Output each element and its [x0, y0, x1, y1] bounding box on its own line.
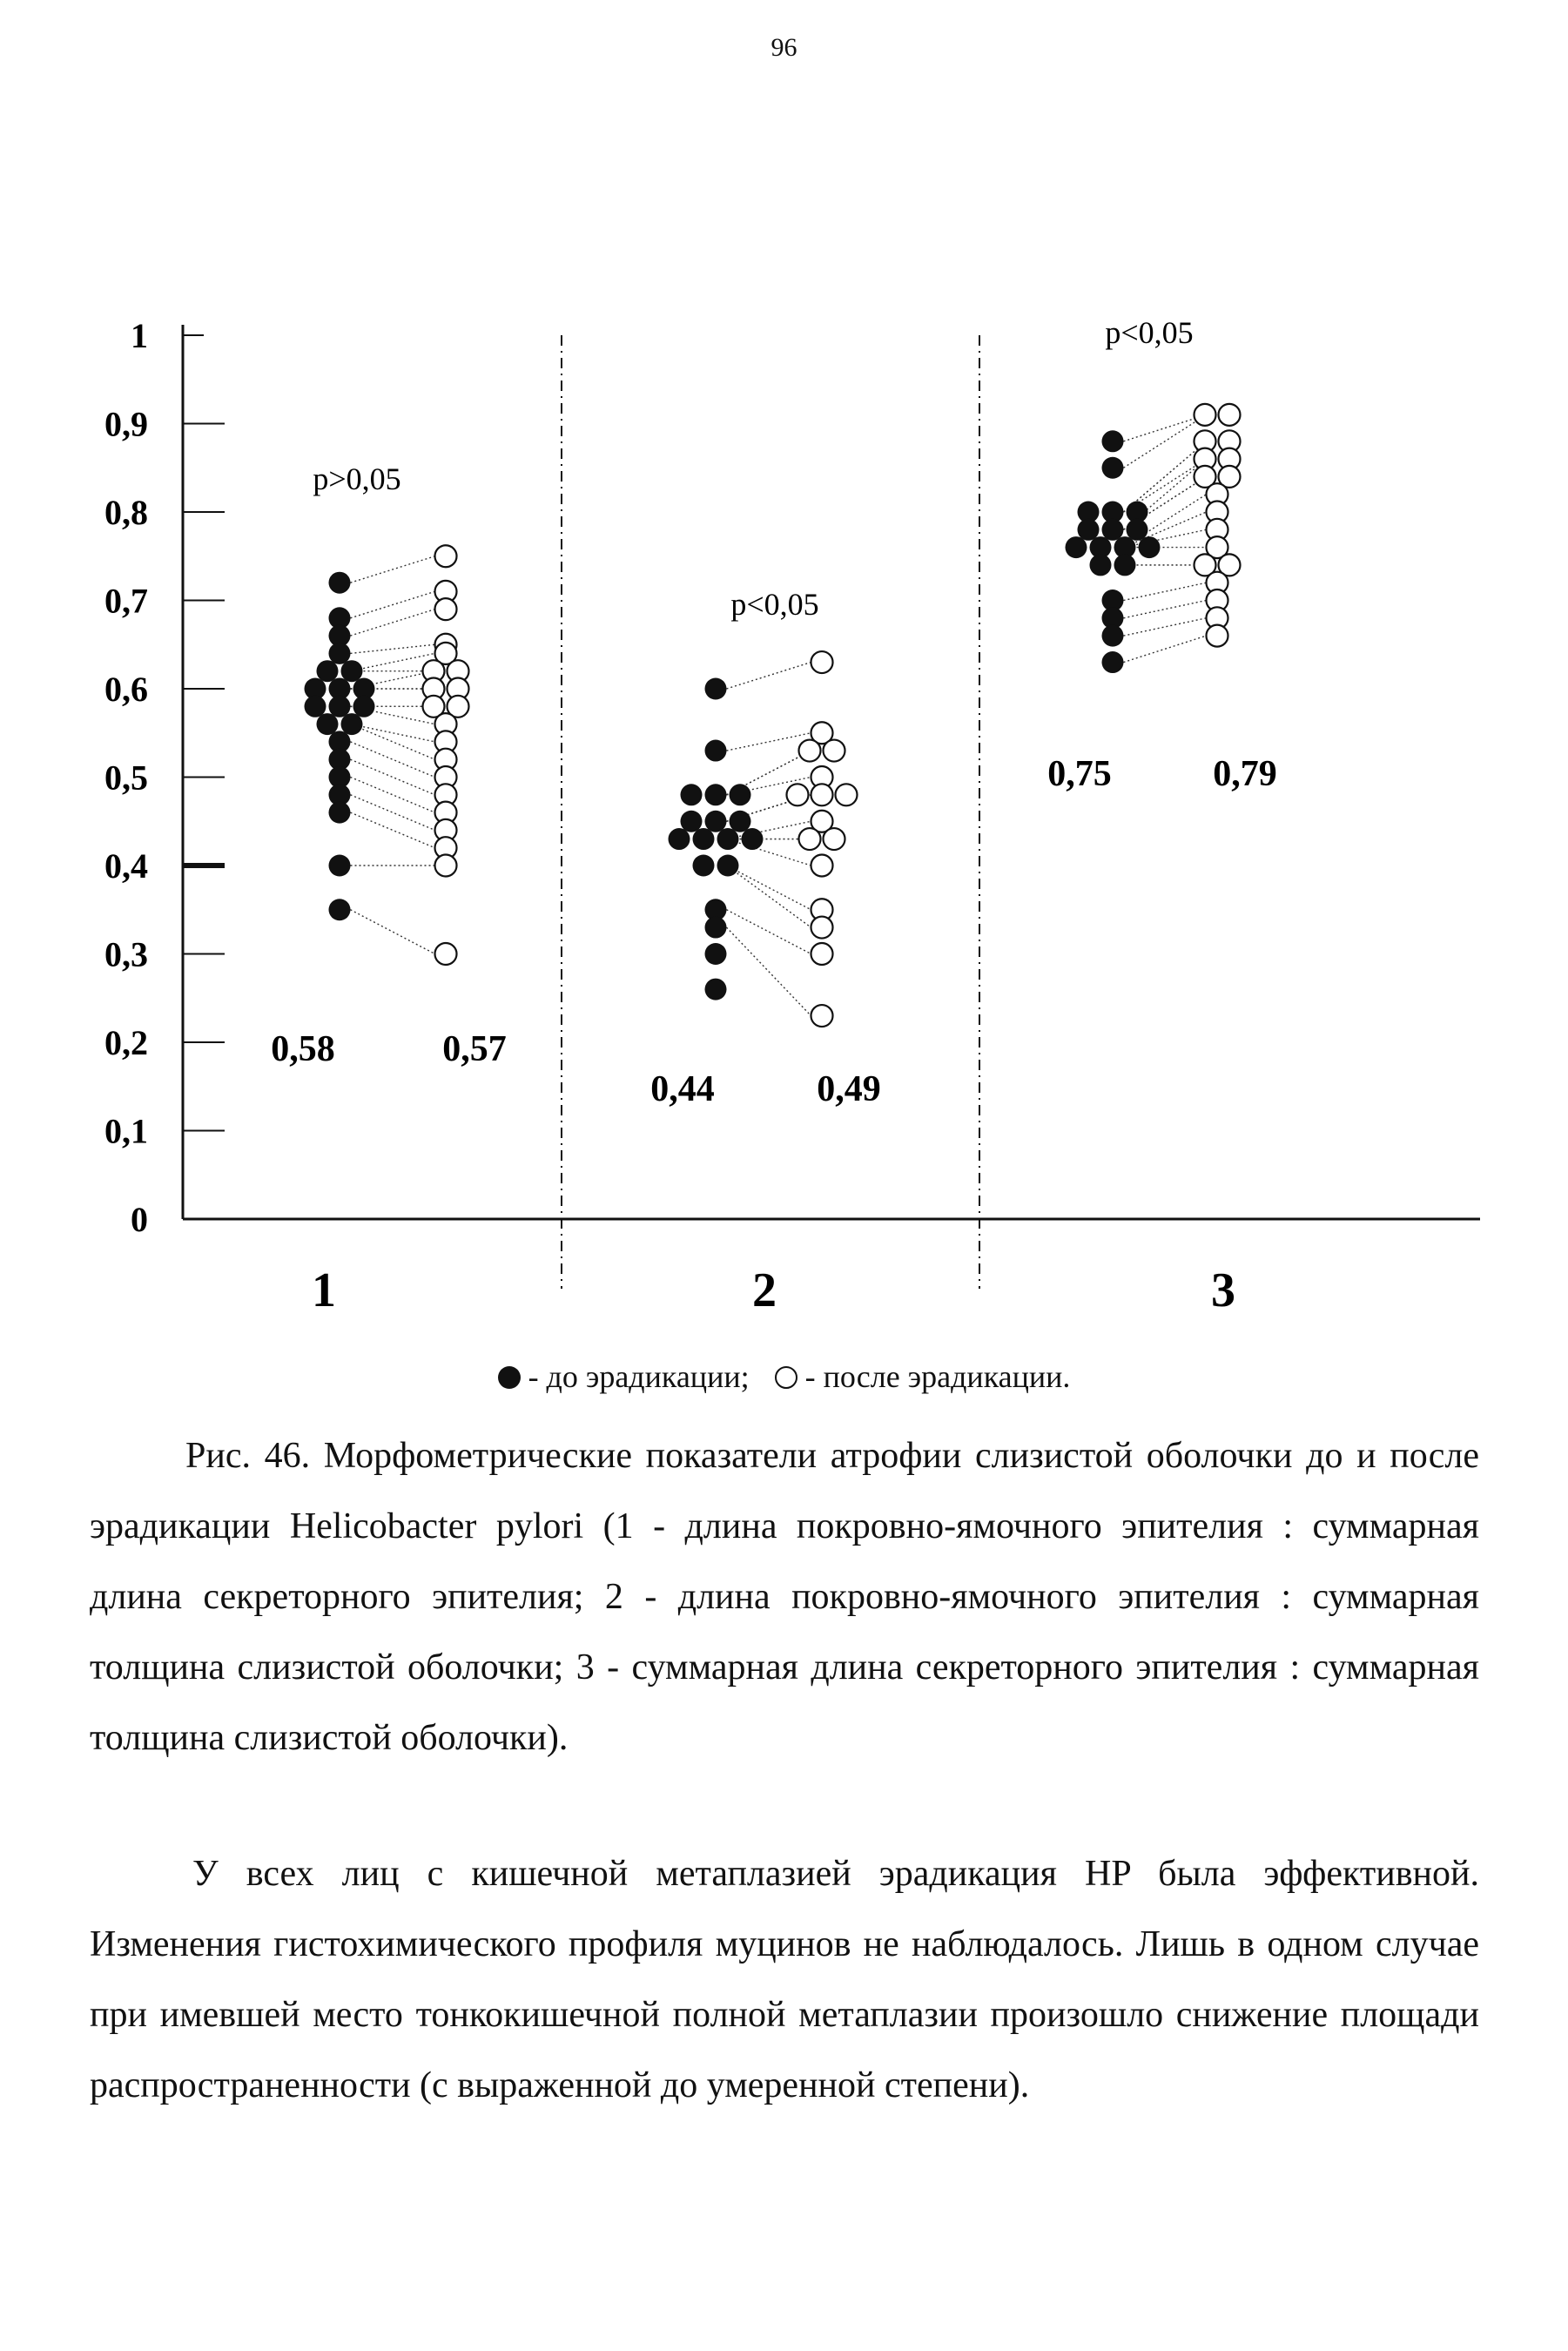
point-before [705, 740, 727, 762]
point-after [811, 651, 833, 673]
point-after [1195, 404, 1216, 426]
paired-link [1124, 618, 1207, 636]
y-tick-label: 1 [131, 316, 148, 355]
point-after [799, 828, 821, 850]
paired-link [1124, 636, 1207, 662]
point-before [329, 696, 351, 717]
point-after [435, 943, 457, 965]
point-before [317, 713, 339, 735]
point-before [305, 696, 326, 717]
chart-labels [271, 315, 1277, 1317]
paired-link [727, 927, 811, 1016]
point-before [1139, 536, 1161, 558]
point-before [329, 855, 351, 877]
point-before [1102, 625, 1124, 647]
point-after [824, 828, 845, 850]
point-before [669, 828, 690, 850]
mean-before-label: 0,44 [650, 1069, 715, 1109]
group-separators [562, 335, 979, 1289]
category-label: 1 [312, 1263, 336, 1317]
point-before [705, 784, 727, 805]
y-tick-label: 0,4 [104, 846, 148, 886]
y-tick-label: 0,1 [104, 1111, 148, 1151]
point-before [717, 855, 739, 877]
point-before [693, 828, 715, 850]
point-before [681, 811, 703, 832]
paired-link [727, 866, 811, 927]
point-after [435, 855, 457, 877]
point-after [435, 598, 457, 620]
paragraph-text: У всех лиц с кишечной метаплазией эрадикация HP была эффективной. Изменения гистохимического профиля муцинов не наблюдалось. Лишь в одном случае при имевшей место тонкокишечной полной метаплазии произошло снижение площади распространенности (с выраженной до умеренной степени). [90, 1854, 1479, 2105]
paired-link [727, 663, 811, 689]
page-number: 96 [771, 33, 797, 62]
point-before [353, 696, 375, 717]
paired-link [351, 644, 435, 653]
paired-links [351, 414, 1207, 1015]
point-before [341, 713, 363, 735]
category-label: 3 [1211, 1263, 1235, 1317]
mean-after-label: 0,57 [442, 1029, 507, 1069]
point-before [705, 678, 727, 700]
paired-link [727, 839, 811, 866]
point-before [681, 784, 703, 805]
paired-link [351, 591, 435, 617]
point-after [435, 545, 457, 567]
p-value-label: p>0,05 [313, 461, 401, 496]
point-after [811, 855, 833, 877]
point-before [1102, 519, 1124, 541]
point-after [787, 784, 809, 805]
point-after [836, 784, 858, 805]
paired-link [351, 812, 435, 848]
point-before [1102, 651, 1124, 673]
point-after [811, 1005, 833, 1027]
paired-link [351, 795, 435, 831]
mean-before-label: 0,75 [1047, 754, 1112, 794]
point-before [693, 855, 715, 877]
point-after [811, 784, 833, 805]
figure-caption [90, 1421, 1479, 1774]
p-value-label: p<0,05 [1105, 315, 1194, 350]
paired-link [351, 724, 435, 760]
mean-after-label: 0,49 [817, 1069, 881, 1109]
point-before [329, 643, 351, 664]
legend-filled-dot-icon [498, 1366, 521, 1389]
point-before [1078, 519, 1100, 541]
paired-link [351, 724, 435, 742]
paired-link [351, 556, 435, 583]
y-tick-label: 0,3 [104, 934, 148, 974]
y-tick-label: 0,6 [104, 670, 148, 709]
p-value-label: p<0,05 [730, 587, 819, 622]
paired-link [351, 742, 435, 778]
point-after [1207, 625, 1228, 647]
point-before [1127, 519, 1148, 541]
body-paragraph [90, 1839, 1479, 2121]
point-before [1114, 554, 1136, 576]
legend-before-label: - до эрадикации; [528, 1359, 750, 1394]
point-before [329, 899, 351, 920]
y-tick-label: 0,2 [104, 1023, 148, 1062]
point-before [1066, 536, 1087, 558]
point-after [811, 917, 833, 939]
point-before [730, 784, 751, 805]
mean-after-label: 0,79 [1213, 754, 1277, 794]
category-label: 2 [752, 1263, 777, 1317]
point-before [742, 828, 764, 850]
point-after [811, 943, 833, 965]
y-tick-label: 0,7 [104, 581, 148, 621]
point-before [329, 802, 351, 824]
paired-link [1124, 601, 1207, 618]
point-before [329, 572, 351, 594]
point-before [717, 828, 739, 850]
point-before [730, 811, 751, 832]
y-tick-label: 0,5 [104, 758, 148, 798]
caption-text: Рис. 46. Морфометрические показатели атрофии слизистой оболочки до и после эрадикации Helicobacter pylori (1 - длина покровно-ямочного эпителия : суммарная длина секреторного эпителия; 2 - длина покровно-ямочного эпителия : суммарная толщина слизистой оболочки; 3 - суммарная длина секреторного эпителия : суммарная толщина слизистой оболочки). [90, 1436, 1479, 1758]
mean-before-label: 0,58 [271, 1029, 335, 1069]
point-before [705, 811, 727, 832]
y-tick-label: 0,8 [104, 493, 148, 532]
point-before [705, 943, 727, 965]
paired-link [1124, 583, 1207, 600]
data-points [305, 404, 1241, 1027]
paired-link [351, 610, 435, 636]
point-after [1219, 404, 1241, 426]
point-before [705, 979, 727, 1000]
paired-link [727, 866, 811, 910]
y-tick-label: 0 [131, 1200, 148, 1239]
point-before [1102, 457, 1124, 479]
legend-after-label: - после эрадикации. [804, 1359, 1071, 1394]
y-tick-label: 0,9 [104, 404, 148, 444]
point-before [705, 917, 727, 939]
point-before [1090, 554, 1112, 576]
point-before [1102, 430, 1124, 452]
point-after [824, 740, 845, 762]
point-before [317, 660, 339, 682]
paired-link [727, 910, 811, 954]
paired-link [351, 778, 435, 813]
paired-link [351, 759, 435, 795]
legend-open-dot-icon [775, 1366, 797, 1389]
paired-link [351, 910, 435, 954]
point-before [341, 660, 363, 682]
legend [0, 1358, 1568, 1395]
point-after [799, 740, 821, 762]
